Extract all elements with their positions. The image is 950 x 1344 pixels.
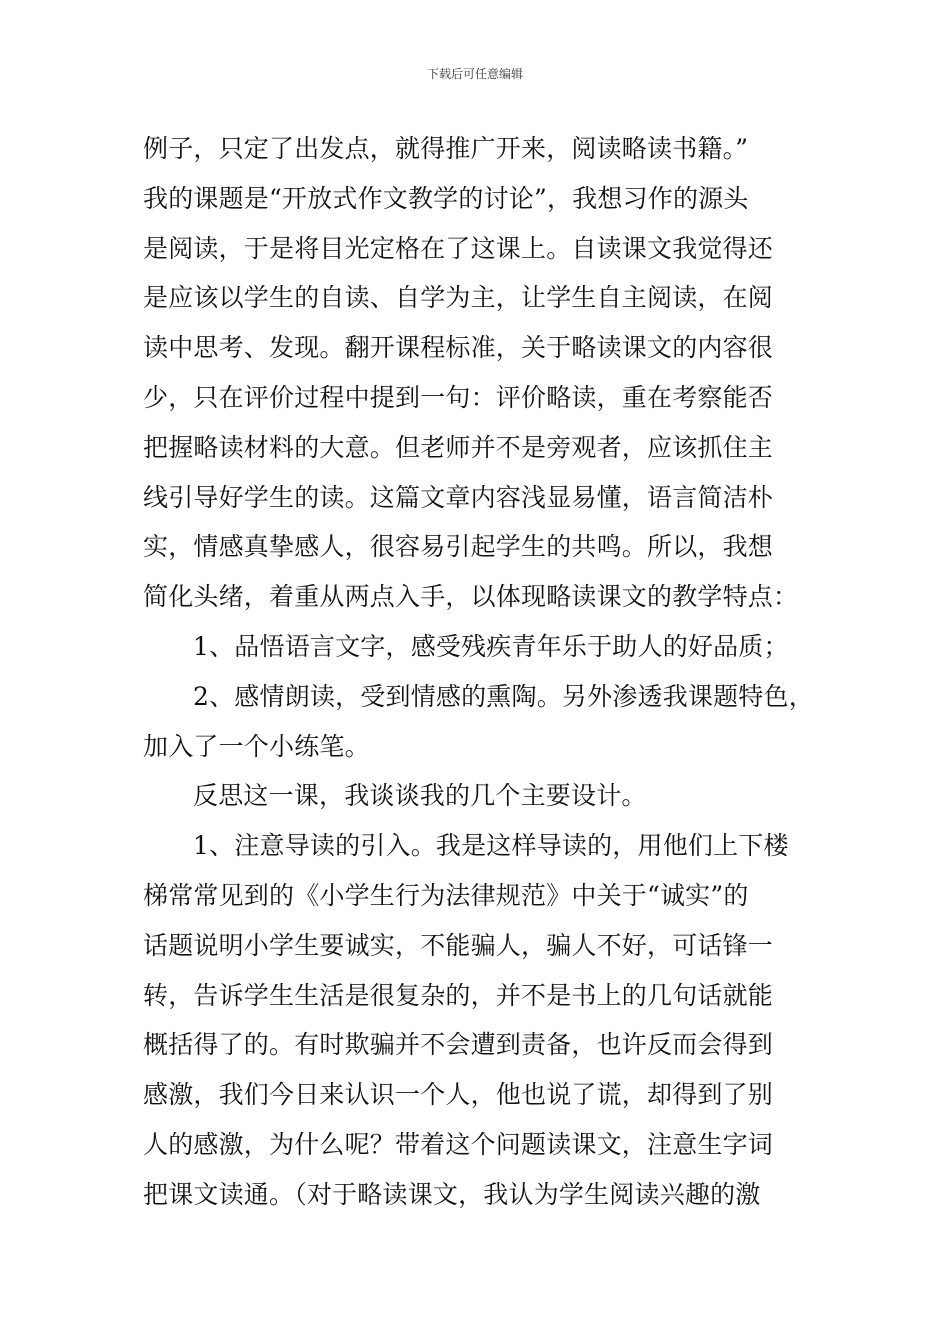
paragraph-start: 反思这一课，我谈谈我的几个主要设计。 — [193, 781, 647, 811]
text-line: 少，只在评价过程中提到一句：评价略读，重在考察能否 — [143, 382, 774, 412]
text-line: 概括得了的。有时欺骗并不会遭到责备，也许反而会得到 — [143, 1030, 774, 1060]
text-line: 读中思考、发现。翻开课程标准，关于略读课文的内容很 — [143, 333, 774, 363]
text-line: 线引导好学生的读。这篇文章内容浅显易懂，语言简洁朴 — [143, 482, 774, 512]
text-line: 实，情感真挚感人，很容易引起学生的共鸣。所以，我想 — [143, 532, 774, 562]
text-line: 把握略读材料的大意。但老师并不是旁观者，应该抓住主 — [143, 432, 774, 462]
text-line: 是应该以学生的自读、自学为主，让学生自主阅读，在阅 — [143, 283, 774, 313]
text-line: 感激，我们今日来认识一个人，他也说了谎，却得到了别 — [143, 1080, 774, 1110]
text-line: 转，告诉学生生活是很复杂的，并不是书上的几句话就能 — [143, 980, 774, 1010]
list-item-1: 1、品悟语言文字，感受残疾青年乐于助人的好品质； — [193, 631, 789, 661]
text-line: 加入了一个小练笔。 — [143, 731, 370, 761]
text-line: 简化头绪，着重从两点入手，以体现略读课文的教学特点： — [143, 582, 799, 612]
text-line: 例子，只定了出发点，就得推广开来，阅读略读书籍。” — [143, 134, 749, 163]
paragraph-start: 1、注意导读的引入。我是这样导读的，用他们上下楼 — [193, 831, 789, 861]
text-line: 话题说明小学生要诚实，不能骗人，骗人不好，可话锋一 — [143, 930, 774, 960]
document-body — [143, 124, 813, 1220]
text-line: 梯常常见到的《小学生行为法律规范》中关于“诚实”的 — [143, 880, 749, 910]
list-item-2: 2、感情朗读，受到情感的熏陶。另外渗透我课题特色， — [193, 681, 814, 711]
text-line: 我的课题是“开放式作文教学的讨论”，我想习作的源头 — [143, 183, 749, 213]
text-line: 把课文读通。（对于略读课文，我认为学生阅读兴趣的激 — [143, 1179, 761, 1209]
text-line: 是阅读，于是将目光定格在了这课上。自读课文我觉得还 — [143, 233, 774, 263]
text-line: 人的感激，为什么呢？带着这个问题读课文，注意生字词 — [143, 1129, 774, 1159]
page-header: 下载后可任意编辑 — [426, 67, 523, 81]
